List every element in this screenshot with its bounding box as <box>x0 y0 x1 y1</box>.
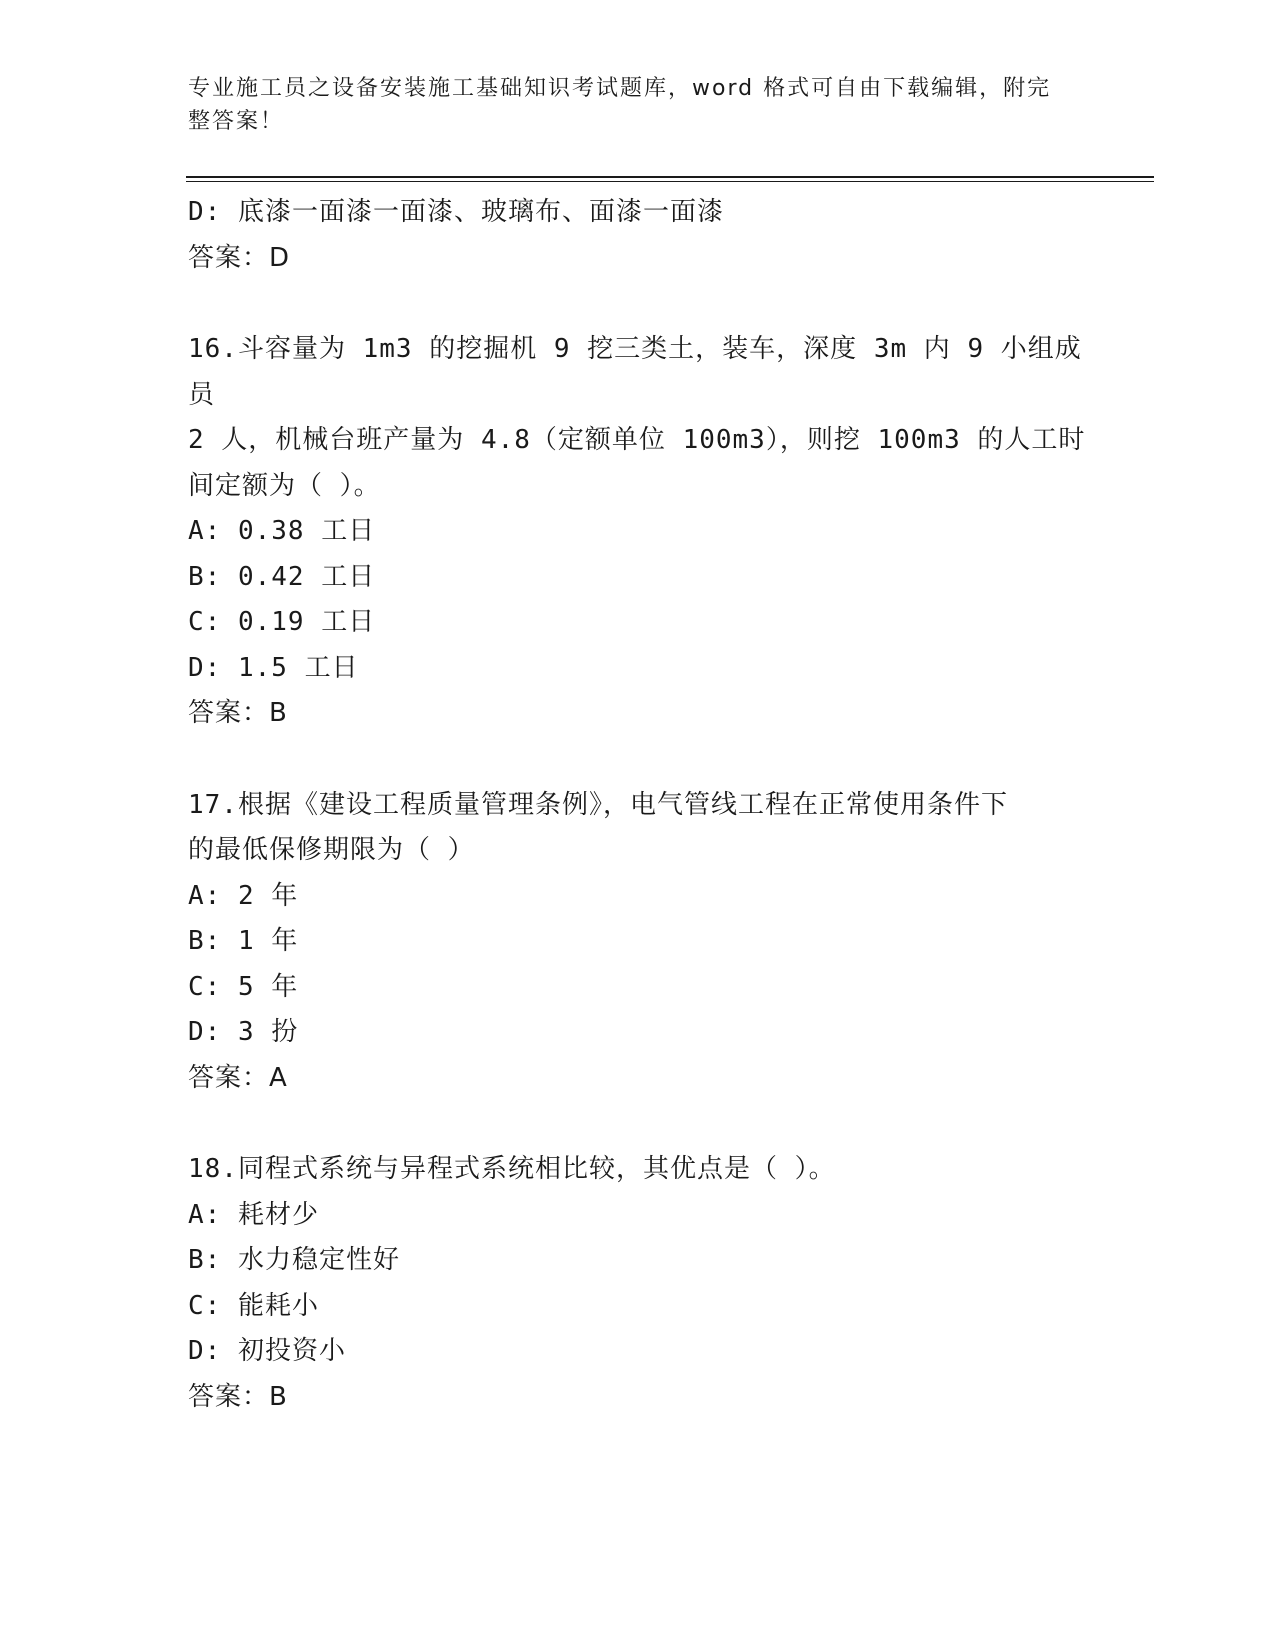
answer-line: 答案：B <box>188 698 288 728</box>
question-stem-line: 的最低保修期限为（ ） <box>188 835 475 865</box>
option-d: D: 3 扮 <box>188 1017 299 1047</box>
option-d: D: 1.5 工日 <box>188 652 359 683</box>
option-a: A: 0.38 工日 <box>188 516 376 546</box>
question-18 <box>188 1147 1088 1420</box>
page-header <box>188 72 1068 138</box>
option-d: D: 初投资小 <box>188 1336 346 1366</box>
document-body <box>188 190 1088 1420</box>
spacer <box>188 281 1088 327</box>
question-stem-line: 2 人，机械台班产量为 4.8（定额单位 100m3），则挖 100m3 的人工时 <box>188 425 1086 455</box>
header-line-1: 专业施工员之设备安装施工基础知识考试题库，word 格式可自由下载编辑，附完 <box>188 76 1052 101</box>
option-c: C: 0.19 工日 <box>188 607 376 637</box>
option-c: C: 5 年 <box>188 971 299 1002</box>
answer-line: 答案：D <box>188 242 291 273</box>
header-rule-thick <box>186 176 1154 178</box>
spacer <box>188 737 1088 783</box>
answer-line: 答案：B <box>188 1381 288 1412</box>
question-stem-line: 间定额为（ ）。 <box>188 470 381 501</box>
spacer <box>188 1101 1088 1147</box>
option-a: A: 2 年 <box>188 880 299 911</box>
question-stem-line: 18.同程式系统与异程式系统相比较，其优点是（ ）。 <box>188 1154 836 1184</box>
previous-question-tail <box>188 190 1088 281</box>
question-stem-line: 17.根据《建设工程质量管理条例》，电气管线工程在正常使用条件下 <box>188 789 1008 820</box>
question-17 <box>188 783 1088 1102</box>
option-d: D: 底漆一面漆一面漆、玻璃布、面漆一面漆 <box>188 197 724 227</box>
option-b: B: 1 年 <box>188 926 299 956</box>
question-16 <box>188 327 1088 737</box>
option-b: B: 0.42 工日 <box>188 561 376 592</box>
option-a: A: 耗材少 <box>188 1199 319 1230</box>
answer-line: 答案：A <box>188 1062 288 1093</box>
header-line-2: 整答案！ <box>188 109 285 134</box>
option-c: C: 能耗小 <box>188 1290 319 1321</box>
header-rule-thin <box>186 181 1154 182</box>
option-b: B: 水力稳定性好 <box>188 1245 400 1275</box>
question-stem-line: 16.斗容量为 1m3 的挖掘机 9 挖三类土，装车，深度 3m 内 9 小组成员 <box>188 334 1082 410</box>
